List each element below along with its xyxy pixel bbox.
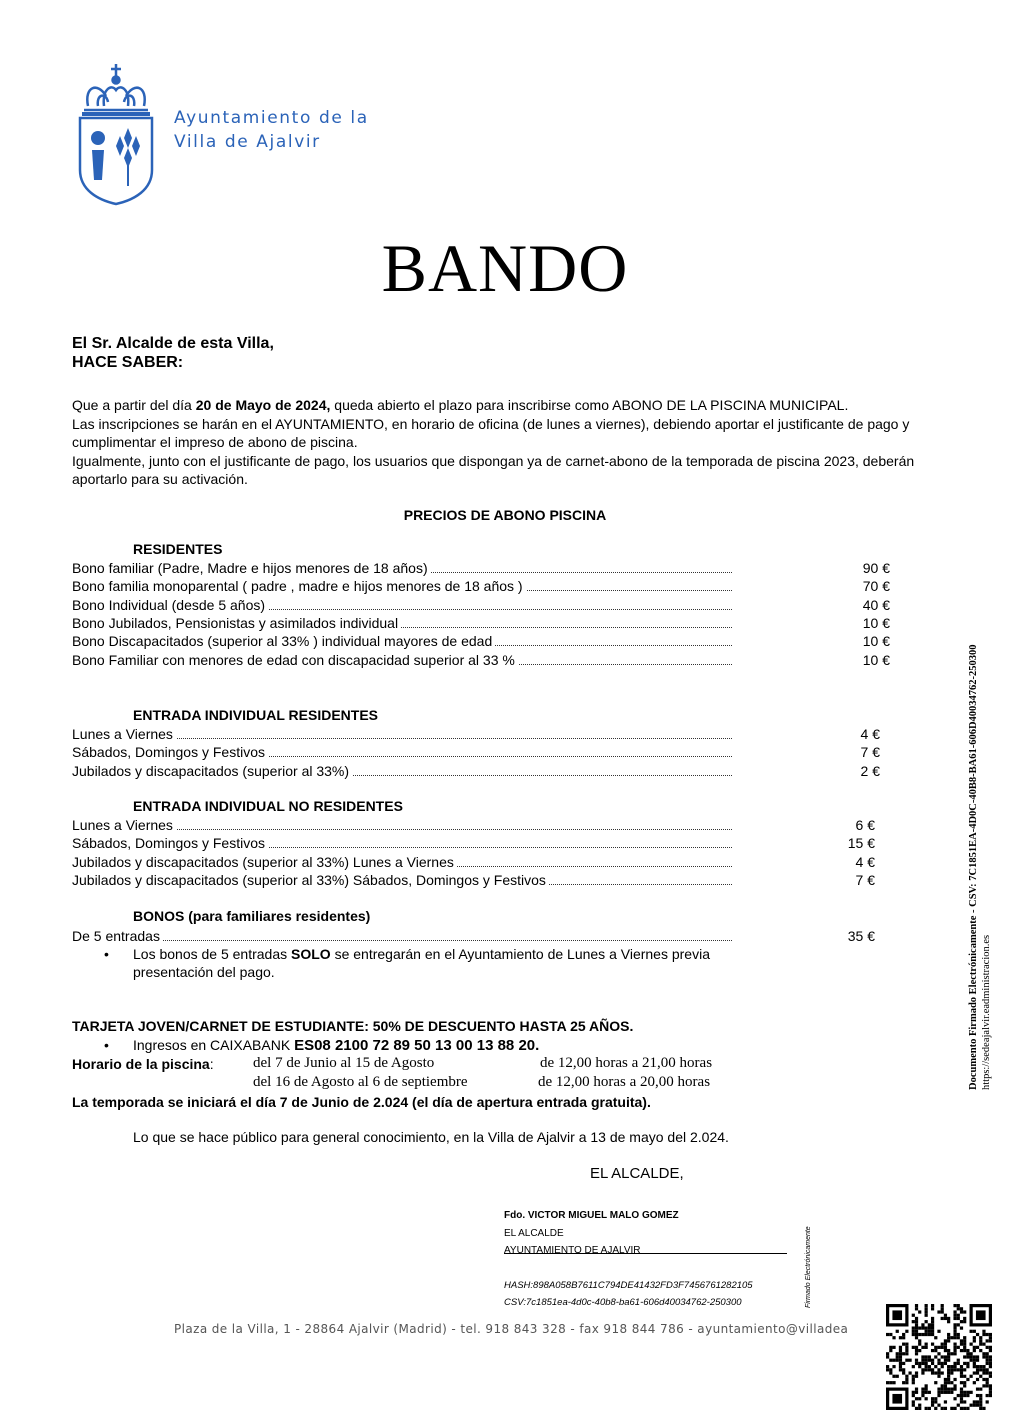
price-row <box>72 834 732 852</box>
closing-text: Lo que se hace público para general conocimiento, en la Villa de Ajalvir a 13 de mayo del 2.024. <box>133 1129 729 1145</box>
price-label: Lunes a Viernes <box>72 817 176 833</box>
horario-period-2: del 16 de Agosto al 6 de septiembre <box>253 1074 468 1090</box>
price-value: 7 € <box>855 871 875 888</box>
section-title: ENTRADA INDIVIDUAL RESIDENTES <box>133 707 379 723</box>
price-row <box>72 762 732 780</box>
price-value: 10 € <box>862 633 890 650</box>
coat-of-arms-logo <box>76 58 156 208</box>
price-value: 4 € <box>855 853 875 870</box>
price-label: Bono Jubilados, Pensionistas y asimilados individual <box>72 615 401 631</box>
org-line-1: Ayuntamiento de la <box>174 108 369 128</box>
tarjeta-joven: TARJETA JOVEN/CARNET DE ESTUDIANTE: 50% DE DESCUENTO HASTA 25 AÑOS. <box>72 1018 634 1034</box>
intro-p1-text: Que a partir del día <box>72 397 196 413</box>
intro-paragraph-3: Igualmente, junto con el justificante de pago, los usuarios que dispongan ya de carnet-abono de la temporada de piscina 2023, deberán aportarlo para su activación. <box>72 452 915 487</box>
csv-side-line-2: https://sedeajalvir.eadministracion.es <box>981 934 992 1090</box>
price-row <box>72 559 732 577</box>
price-label: Sábados, Domingos y Festivos <box>72 744 268 760</box>
bonos-note-bold: SOLO <box>291 946 331 962</box>
price-row <box>72 596 732 614</box>
org-line-2: Villa de Ajalvir <box>174 132 321 152</box>
price-label: Bono Individual (desde 5 años) <box>72 597 268 613</box>
price-label: Bono familia monoparental ( padre , madre e hijos menores de 18 años ) <box>72 578 526 594</box>
price-label: Bono Discapacitados (superior al 33% ) individual mayores de edad <box>72 633 495 649</box>
price-value: 4 € <box>860 726 880 742</box>
price-value: 90 € <box>862 560 890 576</box>
price-value: 15 € <box>847 835 875 852</box>
signature-hashes <box>504 1277 753 1311</box>
signer-entity: AYUNTAMIENTO DE AJALVIR <box>504 1245 641 1256</box>
price-value: 6 € <box>855 817 875 833</box>
price-label: Bono familiar (Padre, Madre e hijos menores de 18 años) <box>72 560 431 576</box>
footer-contact: Plaza de la Villa, 1 - 28864 Ajalvir (Madrid) - tel. 918 843 328 - fax 918 844 786 - ayuntamiento@villadea <box>174 1322 849 1336</box>
price-label: Sábados, Domingos y Festivos <box>72 835 268 851</box>
price-label: Bono Familiar con menores de edad con discapacidad superior al 33 % <box>72 652 518 668</box>
price-row <box>72 743 732 761</box>
signature-divider <box>504 1253 787 1254</box>
intro-paragraph-1 <box>72 396 952 415</box>
price-label: Lunes a Viernes <box>72 726 176 742</box>
bonos-note-line-2: presentación del pago. <box>133 964 275 980</box>
section-title: BONOS (para familiares residentes) <box>133 908 371 924</box>
horario-hours-1: de 12,00 horas a 21,00 horas <box>540 1055 713 1071</box>
price-value: 70 € <box>862 578 890 595</box>
intro-p1-rest: queda abierto el plazo para inscribirse como ABONO DE LA PISCINA MUNICIPAL. <box>330 397 849 413</box>
horario-colon: : <box>209 1056 214 1072</box>
csv-side-line-1: Documento Firmado Electrónicamente - CSV: 7C1851EA-4D0C-40B8-BA61-606D40034762-250300 <box>968 644 979 1090</box>
price-value: 10 € <box>862 614 890 631</box>
prices-title: PRECIOS DE ABONO PISCINA <box>403 507 607 523</box>
price-row <box>72 927 732 945</box>
price-row <box>72 651 732 669</box>
price-row <box>72 577 732 595</box>
page-title: BANDO <box>381 230 629 306</box>
price-row <box>72 614 732 632</box>
intro-paragraph-2: Las inscripciones se harán en el AYUNTAMIENTO, en horario de oficina (de lunes a viernes), debiendo aportar el justificante de pago y cumplimentar el impreso de abono de piscina. <box>72 415 910 450</box>
alcalde-title: EL ALCALDE, <box>590 1165 684 1182</box>
section-title: RESIDENTES <box>133 541 223 557</box>
signature-block <box>504 1207 679 1260</box>
ingresos-line <box>104 1036 540 1054</box>
price-label: Jubilados y discapacitados (superior al 33%) Sábados, Domingos y Festivos <box>72 872 549 888</box>
csv-side-note <box>967 644 993 1090</box>
signer-role: EL ALCALDE <box>504 1227 564 1239</box>
greeting <box>72 334 274 372</box>
signature-hash: HASH:898A058B7611C794DE41432FD3F7456761282105 <box>504 1280 753 1291</box>
bullet-icon: • <box>104 946 109 962</box>
bonos-note <box>104 945 710 980</box>
price-row <box>72 632 732 650</box>
horario-period-1: del 7 de Junio al 15 de Agosto <box>253 1055 435 1071</box>
price-value: 10 € <box>862 651 890 668</box>
price-row <box>72 871 732 889</box>
price-label: De 5 entradas <box>72 928 163 944</box>
horario-label <box>72 1056 214 1072</box>
signed-stamp: Firmado Electrónicamente <box>805 1226 812 1308</box>
price-row <box>72 816 732 834</box>
signature-csv: CSV:7c1851ea-4d0c-40b8-ba61-606d40034762-250300 <box>504 1297 742 1308</box>
intro-text <box>72 396 952 489</box>
price-value: 7 € <box>860 744 880 761</box>
price-row <box>72 725 732 743</box>
leader-dots <box>72 940 732 941</box>
greeting-line-2: HACE SABER: <box>72 354 184 371</box>
price-value: 2 € <box>860 762 880 779</box>
horario-hours-2: de 12,00 horas a 20,00 horas <box>538 1074 711 1090</box>
bonos-note-text: Los bonos de 5 entradas <box>133 946 292 962</box>
price-value: 35 € <box>847 928 875 944</box>
ingresos-label: Ingresos en CAIXABANK <box>133 1037 295 1053</box>
temporada: La temporada se iniciará el día 7 de Junio de 2.024 (el día de apertura entrada gratuita). <box>72 1094 651 1110</box>
intro-date: 20 de Mayo de 2024, <box>195 397 331 413</box>
price-label: Jubilados y discapacitados (superior al 33%) <box>72 763 352 779</box>
qr-code-icon <box>886 1304 992 1410</box>
price-row <box>72 853 732 871</box>
price-value: 40 € <box>862 596 890 613</box>
greeting-line-1: El Sr. Alcalde de esta Villa, <box>72 335 274 352</box>
bullet-icon: • <box>104 1037 109 1053</box>
bonos-note-rest: se entregarán en el Ayuntamiento de Lunes a Viernes previa <box>330 946 710 962</box>
horario-label-text: Horario de la piscina <box>72 1056 210 1072</box>
price-label: Jubilados y discapacitados (superior al 33%) Lunes a Viernes <box>72 854 457 870</box>
organization-name <box>174 106 369 154</box>
signer-name: Fdo. VICTOR MIGUEL MALO GOMEZ <box>504 1210 679 1221</box>
iban: ES08 2100 72 89 50 13 00 13 88 20. <box>294 1037 540 1054</box>
section-title: ENTRADA INDIVIDUAL NO RESIDENTES <box>133 798 403 814</box>
